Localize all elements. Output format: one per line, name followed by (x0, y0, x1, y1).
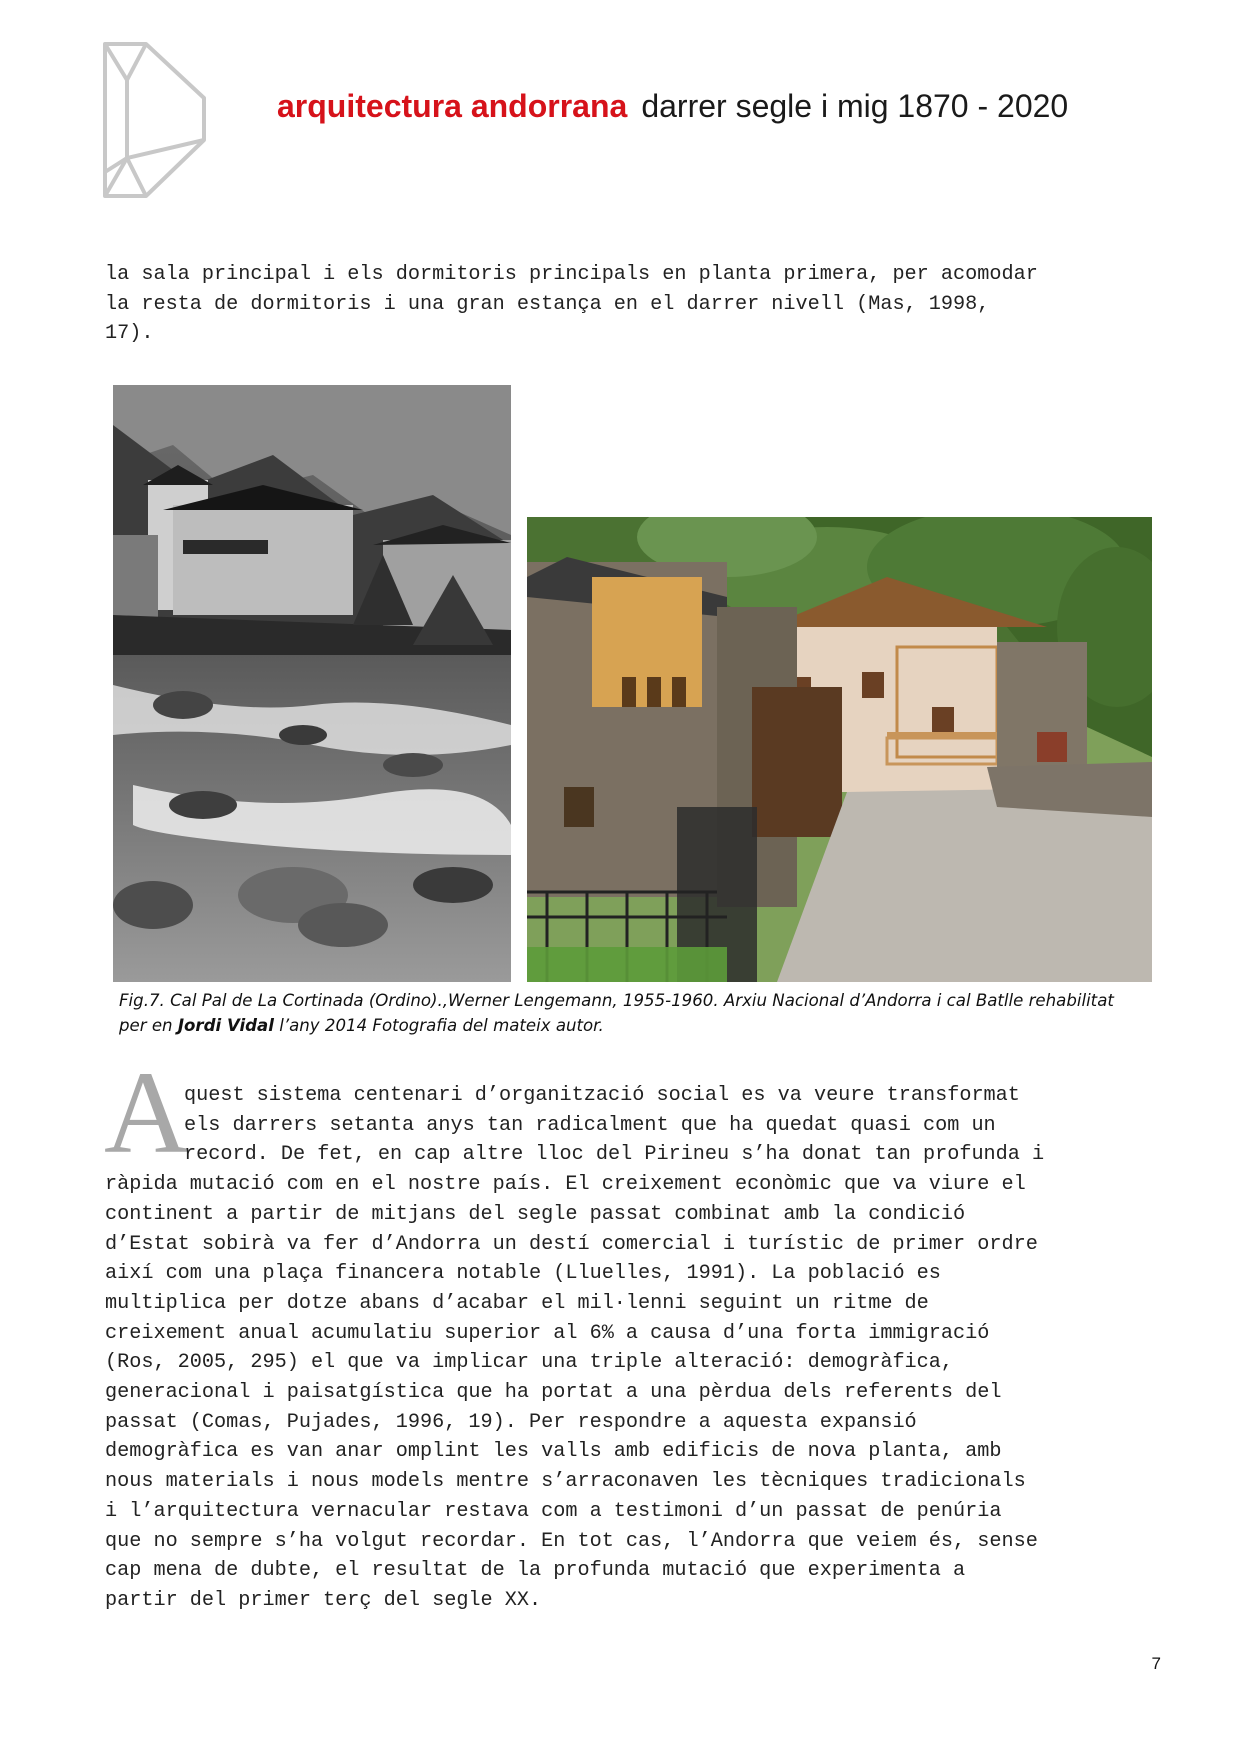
text-line: quest sistema centenari d’organització social es va veure transformat (184, 1084, 1020, 1107)
text-line: nous materials i nous models mentre s’arraconaven les tècniques tradicionals (105, 1470, 1026, 1494)
drop-cap: A (104, 1047, 190, 1178)
text-line: partir del primer terç del segle XX. (105, 1588, 542, 1612)
text-line: generacional i paisatgística que ha portat a una pèrdua dels referents del (105, 1381, 1002, 1405)
rehabilitated-building-photo (527, 517, 1152, 982)
text-line: d’Estat sobirà va fer d’Andorra un destí comercial i turístic de primer ordre (105, 1232, 1038, 1256)
header-title-rest: darrer segle i mig 1870 - 2020 (641, 88, 1069, 124)
historic-photo (113, 385, 511, 982)
text-line: demogràfica es van anar omplint les valls amb edificis de nova planta, amb (105, 1440, 1002, 1464)
text-line: passat (Comas, Pujades, 1996, 19). Per respondre a aquesta expansió (105, 1410, 917, 1434)
figure-caption (119, 988, 1139, 1038)
caption-author: Jordi Vidal (177, 1016, 274, 1035)
caption-text-end: l’any 2014 Fotografia del mateix autor. (273, 1016, 604, 1035)
text-line: i l’arquitectura vernacular restava com a testimoni d’un passat de penúria (105, 1499, 1002, 1523)
text-line: que no sempre s’ha volgut recordar. En tot cas, l’Andorra que veiem és, sense (105, 1529, 1038, 1553)
intro-paragraph (105, 260, 1165, 349)
text-line: (Ros, 2005, 295) el que va implicar una triple alteració: demogràfica, (105, 1351, 954, 1375)
caption-text: Fig.7. Cal Pal de La Cortinada (Ordino).,Werner Lengemann, 1955-1960. Arxiu Nacional d’Andorra i cal Batlle rehabilitat per en (119, 991, 1114, 1035)
text-line: cap mena de dubte, el resultat de la profunda mutació que experimenta a (105, 1559, 966, 1583)
text-line: així com una plaça financera notable (Lluelles, 1991). La població es (105, 1262, 941, 1286)
text-line: multiplica per dotze abans d’acabar el mil·lenni seguint un ritme de (105, 1291, 929, 1315)
text-line: la resta de dormitoris i una gran estança en el darrer nivell (Mas, 1998, (105, 292, 990, 316)
text-line: la sala principal i els dormitoris principals en planta primera, per acomodar (105, 263, 1038, 286)
logo-icon (100, 40, 210, 200)
text-line: ràpida mutació com en el nostre país. El creixement econòmic que va viure el (105, 1173, 1026, 1197)
text-line: 17). (105, 322, 154, 346)
header-title-red: arquitectura andorrana (277, 88, 628, 124)
text-line: record. De fet, en cap altre lloc del Pirineu s’ha donat tan profunda i (184, 1143, 1045, 1167)
text-line: els darrers setanta anys tan radicalment que ha quedat quasi com un (184, 1113, 996, 1137)
page-number: 7 (1151, 1654, 1161, 1673)
text-line: creixement anual acumulatiu superior al 6% a causa d’una forta immigració (105, 1321, 990, 1345)
body-paragraph (105, 1081, 1165, 1616)
page-header (277, 88, 1068, 125)
text-line: continent a partir de mitjans del segle passat combinat amb la condició (105, 1202, 966, 1226)
